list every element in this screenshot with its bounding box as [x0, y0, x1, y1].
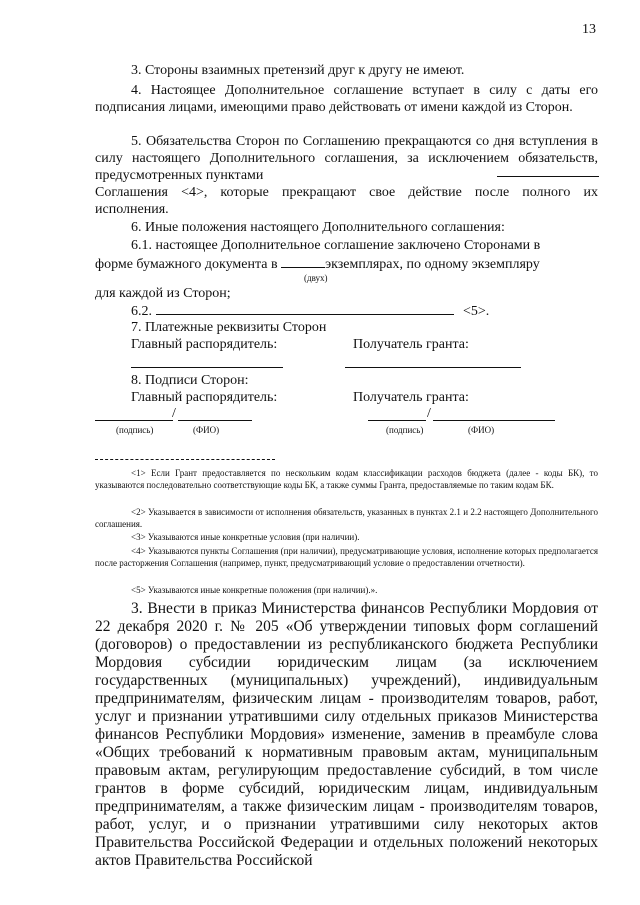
copies-count-hint: (двух) [304, 273, 328, 283]
clause-5-part1: 5. Обязательства Сторон по Соглашению прекращаются со дня вступления в силу настоящего Дополнительного соглашения, за исключением обязательств, предусмотренных пунктами [95, 134, 598, 183]
clause-6-1-line2 [95, 255, 540, 273]
fio-line-left [178, 420, 252, 421]
requisites-line-recipient [345, 367, 521, 368]
footnote-4: <4> Указываются пункты Соглашения (при наличии), предусматривающие условия, исполнение которых предполагается после расторжения Соглашения (например, пункт, предусматривающий условие о предоставлении отчетности). [95, 546, 598, 568]
signature-line-left [95, 420, 173, 421]
clause-6-1-suffix: экземплярах, по одному экземпляру [325, 257, 540, 272]
fio-line-right [433, 420, 555, 421]
page-number: 13 [582, 22, 596, 37]
chief-label-requisites: Главный распорядитель: [131, 337, 278, 352]
fio-caption-right: (ФИО) [468, 425, 495, 435]
recipient-label-signatures: Получатель гранта: [353, 390, 469, 405]
requisites-line-chief [131, 367, 283, 368]
clause-6-2-blank [156, 302, 454, 315]
copies-blank [281, 255, 325, 268]
clause-6-1-line3: для каждой из Сторон; [95, 286, 231, 301]
footnote-5: <5> Указываются иные конкретные положения (при наличии).». [131, 585, 378, 595]
clause-7: 7. Платежные реквизиты Сторон [131, 320, 327, 335]
document-page: 13 3. Стороны взаимных претензий друг к другу не имеют. 4. Настоящее Дополнительное соглашение вступает в силу с даты его подписания лицами, имеющими право действовать от имени каждой из Сторон. 5. Обязательства Сторон по Соглашению прекращаются со дня вступления в силу настоящего Дополнительного соглашения, за исключением обязательств, предусмотренных пунктами Соглашения <4>, которые прекращают свое действие после полного их исполнения. 6. Иные положения настоящего Дополнительного соглашения: 6.1. настоящее Дополнительное соглашение заключено Сторонами в форме бумажного документа в экземплярах, по одному экземпляру (двух) для каждой из Сторон; 6.2. <5>. 7. Платежные реквизиты Сторон Главный распорядитель: Получатель гранта: 8. Подписи Сторон: Главный распорядитель: Получатель гранта: / (подпись) (ФИО) / (подпись) (ФИО) <1> Если Грант предоставляется по нескольким кодам классификации расходов бюджета (далее - коды БК), то указываются последовательно соответствующие коды БК, а также суммы Гранта, предоставляемые по таким кодам БК. <2> Указывается в зависимости от исполнения обязательств, указанных в пунктах 2.1 и 2.2 настоящего Дополнительного соглашения. <3> Указываются иные конкретные условия (при наличии). <4> Указываются пункты Соглашения (при наличии), предусматривающие условия, исполнение которых предполагается после расторжения Соглашения (например, пункт, предусматривающий условие о предоставлении отчетности). <5> Указываются иные конкретные положения (при наличии).». 3. Внести в приказ Министерства финансов Республики Мордовия от 22 декабря 2020 г. № 205 «Об утверждении типовых форм соглашений (договоров) о предоставлении из республиканского бюджета Республики Мордовия субсидии юридическим лицам (за исключением государственных (муниципальных) учреждений), индивидуальным предпринимателям, физическим лицам - производителям товаров, работ, услуг и признании утратившими силу отдельных приказов Министерства финансов Республики Мордовия» изменение, заменив в преамбуле слова «Общих требований к нормативным правовым актам, муниципальным правовым актам, регулирующим предоставление субсидий, в том числе грантов в форме субсидий, юридическим лицам, индивидуальным предпринимателям, а также физическим лицам - производителям товаров, работ, услуг, и о признании утратившими силу некоторых актов Правительства Российской Федерации и отдельных положений некоторых актов Правительства Российской [0, 0, 640, 905]
footnotes-separator [95, 459, 275, 460]
recipient-label-requisites: Получатель гранта: [353, 337, 469, 352]
clause-6-1-line1: 6.1. настоящее Дополнительное соглашение заключено Сторонами в [131, 238, 541, 253]
signature-line-right [368, 420, 426, 421]
clause-6: 6. Иные положения настоящего Дополнительного соглашения: [131, 220, 505, 235]
footnote-2: <2> Указывается в зависимости от исполнения обязательств, указанных в пунктах 2.1 и 2.2 настоящего Дополнительного соглашения. [95, 507, 598, 529]
fio-caption-left: (ФИО) [193, 425, 220, 435]
clause-5-part2: Соглашения <4>, которые прекращают свое действие после полного их исполнения. [95, 185, 598, 217]
signature-caption-left: (подпись) [116, 425, 154, 435]
footnote-1: <1> Если Грант предоставляется по нескольким кодам классификации расходов бюджета (далее - коды БК), то указываются последовательно соответствующие коды БК, а также суммы Гранта, предоставляемые по таким кодам БК. [95, 468, 598, 490]
signature-caption-right: (подпись) [386, 425, 424, 435]
clause-6-2 [131, 302, 489, 320]
chief-label-signatures: Главный распорядитель: [131, 390, 278, 405]
footnote-3: <3> Указываются иные конкретные условия (при наличии). [131, 532, 360, 542]
clause-6-1-prefix: форме бумажного документа в [95, 257, 278, 272]
clause-3: 3. Стороны взаимных претензий друг к другу не имеют. [131, 63, 465, 78]
footnote-ref-5: <5>. [463, 304, 490, 319]
clause-4: 4. Настоящее Дополнительное соглашение вступает в силу с даты его подписания лицами, имеющими право действовать от имени каждой из Сторон. [95, 83, 598, 115]
clause-6-2-label: 6.2. [131, 304, 152, 319]
clause-8: 8. Подписи Сторон: [131, 373, 249, 388]
main-clause-3: 3. Внести в приказ Министерства финансов Республики Мордовия от 22 декабря 2020 г. № 205 «Об утверждении типовых форм соглашений (договоров) о предоставлении из республиканского бюджета Республики Мордовия субсидии юридическим лицам (за исключением государственных (муниципальных) учреждений), индивидуальным предпринимателям, физическим лицам - производителям товаров, работ, услуг и признании утратившими силу отдельных приказов Министерства финансов Республики Мордовия» изменение, заменив в преамбуле слова «Общих требований к нормативным правовым актам, муниципальным правовым актам, регулирующим предоставление субсидий, в том числе грантов в форме субсидий, юридическим лицам, индивидуальным предпринимателям, а также физическим лицам - производителям товаров, работ, услуг, и о признании утратившими силу некоторых актов Правительства Российской Федерации и отдельных положений некоторых актов Правительства Российской [95, 600, 598, 869]
clause-5-blank [497, 164, 599, 177]
